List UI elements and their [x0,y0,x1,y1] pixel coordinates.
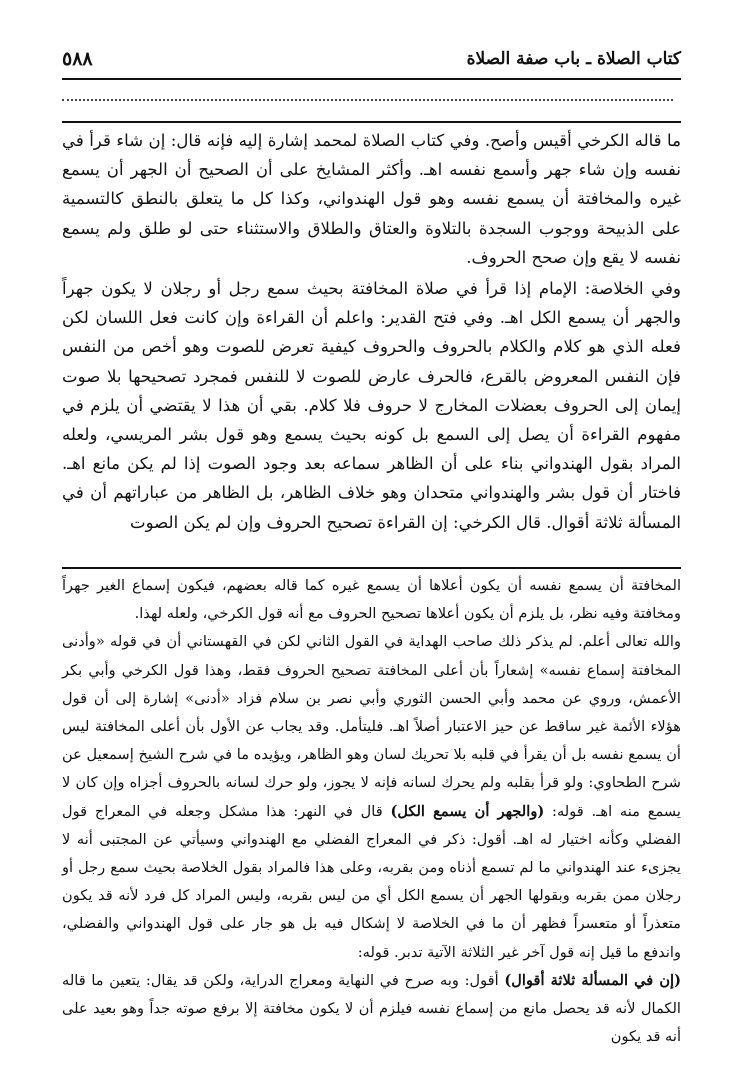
note-paragraph [62,967,681,1052]
main-top-rule [62,121,681,123]
quoted-phrase: (والجهر أن يسمع الكل) [390,802,545,820]
main-paragraph: وفي الخلاصة: الإمام إذا قرأ في صلاة المخافتة بحيث سمع رجل أو رجلان لا يكون جهراً والجهر أن يسمع الكل اهـ. وفي فتح القدير: واعلم أن القراءة وإن كانت فعل اللسان لكن فعله الذي هو كلام والكلام بالحروف والحروف كيفية تعرض للصوت وهو أخص من النفس فإن النفس المعروض بالقرع، فالحرف عارض للصوت لا للنفس فمجرد تصحيحها بلا صوت إيمان إلى الحروف بعضلات المخارج لا حروف فلا كلام. بقي أن هذا لا يقتضي أن يلزم في مفهوم القراءة أن يصل إلى السمع بل كونه بحيث يسمع وهو قول بشر المريسي، ولعله المراد بقول الهندواني بناء على أن الظاهر سماعه بعد وجود الصوت إذا لم يكن مانع اهـ. فاختار أن قول بشر والهندواني متحدان وهو خلاف الظاهر، بل الظاهر من عباراتهم أن في المسألة ثلاثة أقوال. قال الكرخي: إن القراءة تصحيح الحروف وإن لم يكن الصوت [62,279,681,532]
page-number: ٥٨٨ [62,48,93,70]
page-header [62,44,681,74]
header-rule [62,78,681,80]
footnotes [62,572,681,1051]
note-paragraph [62,628,681,966]
running-title: كتاب الصلاة ـ باب صفة الصلاة [466,49,681,69]
quoted-phrase: (إن في المسألة ثلاثة أقوال) [504,971,682,989]
main-paragraph: ما قاله الكرخي أقيس وأصح. وفي كتاب الصلاة لمحمد إشارة إليه فإنه قال: إن شاء قرأ في نفسه وإن شاء جهر وأسمع نفسه اهـ. وأكثر المشايخ على أن الصحيح أن الجهر أن يسمع غيره والمخافتة أن يسمع نفسه وهو قول الهندواني، وكذا كل ما يتعلق بالنطق كالتسمية على الذبيحة ووجوب السجدة بالتلاوة والعتاق والطلاق والاستثناء حتى لو طلق ولم يسمع نفسه لا يقع وإن صحح الحروف. [62,131,681,267]
note-text: أقول: وبه صرح في النهاية ومعراج الدراية، ولكن قد يقال: يتعين ما قاله الكمال لأنه قد يحصل مانع من إسماع نفسه فيلزم أن لا يكون مخافتة إلا برفع صوته جداً وهو بعيد على أنه قد يكون [62,971,681,1046]
note-paragraph [62,572,681,628]
main-text [62,126,681,537]
note-text: قال في النهر: هذا مشكل وجعله في المعراج قول الفضلي وكأنه اختيار له اهـ. أقول: ذكر في المعراج الفضلي مع الهندواني وسيأتي عن المجتبى أنه لا يجزىء عند الهندواني ما لم تسمع أذناه ومن بقربه، وعلى هذا فالمراد بقول الخلاصة بحيث سمع رجل أو رجلان ممن بقربه وبقولها الجهر أن يسمع الكل أي من ليس بقربه، وليس المراد كل فرد لأنه قد يكون متعذراً أو متعسراً فظهر أن ما في الخلاصة لا إشكال فيه بل هو جار على قول الهندواني والفضلي، واندفع ما قيل إنه قول آخر غير الثلاثة الآتية تدبر. قوله: [62,802,681,961]
note-text: المخافتة أن يسمع نفسه أن يكون أعلاها أن يسمع غيره كما قاله بعضهم، فيكون إسماع الغير جهراً ومخافتة وفيه نظر، بل يلزم أن يكون أعلاها تصحيح الحروف مع أنه قول الكرخي، ولعله لهذا. [62,577,681,623]
footnote-rule [62,567,681,569]
dotted-separator [62,99,673,101]
note-text: والله تعالى أعلم. لم يذكر ذلك صاحب الهداية في القول الثاني لكن في القهستاني أن في قوله «وأدنى المخافتة إسماع نفسه» إشعاراً بأن أعلى المخافتة تصحيح الحروف فقط، وهذا قول الكرخي وأبي بكر الأعمش، وروي عن محمد وأبي الحسن الثوري وأبي نصر بن سلام فزاد «أدنى» إشارة إلى أن قول هؤلاء الأئمة غير ساقط عن حيز الاعتبار أصلاً اهـ. فليتأمل. وقد يجاب عن الأول بأن أعلى المخافتة ليس أن يسمع نفسه بل أن يقرأ في قلبه بلا تحريك لسان وهو الظاهر، ويؤيده ما في شرح الشيخ إسمعيل عن شرح الطحاوي: ولو قرأ بقلبه ولم يحرك لسانه فإنه لا يجوز، ولو حرك لسانه بالحروف أجزاه وإن كان لا يسمع منه اهـ. قوله: [62,633,681,820]
